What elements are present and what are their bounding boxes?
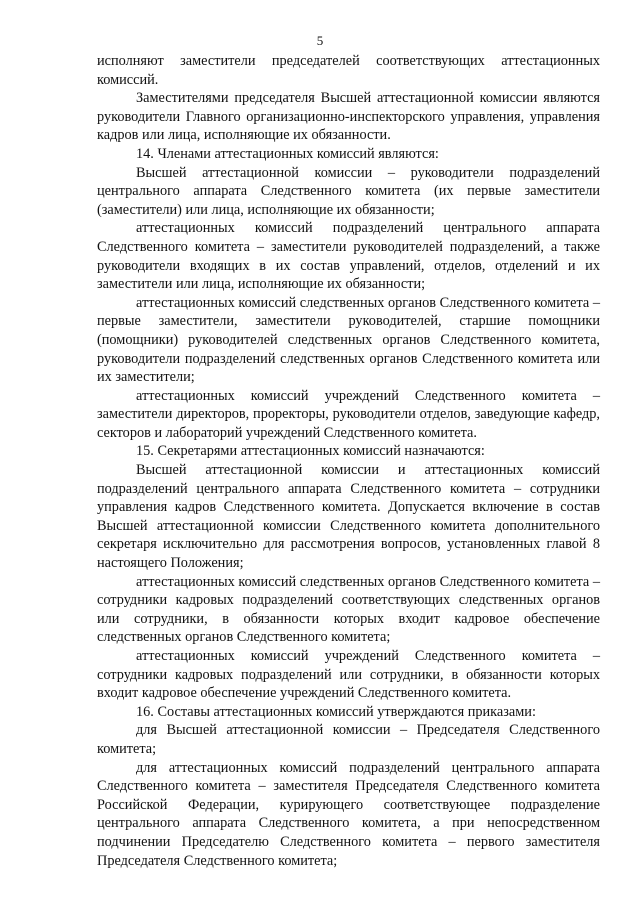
paragraph-16-central-apparatus: для аттестационных комиссий подразделений центрального аппарата Следственного комитета – заместителя Председателя Следственного комитета Российской Федерации, курирующего соответствующее подразделение центрального аппарата Следственного комитета, а при непосредственном подчинении Председателю Следственного комитета – первого заместителя Председателя Следственного комитета; (97, 759, 600, 869)
paragraph-deputy-chairs: Заместителями председателя Высшей аттестационной комиссии являются руководители Главного организационно-инспекторского управления, управления кадров или лица, исполняющие их обязанности. (97, 90, 600, 144)
paragraph-15-institutions: аттестационных комиссий учреждений Следственного комитета – сотрудники кадровых подразделений или сотрудники, в обязанности которых входит кадровое обеспечение учреждений Следственного комитета. (97, 648, 600, 702)
paragraph-15-heading: 15. Секретарями аттестационных комиссий назначаются: (136, 443, 485, 460)
paragraph-14-investigative-bodies: аттестационных комиссий следственных органов Следственного комитета – первые заместители, заместители руководителей, старшие помощники (помощники) руководителей следственных органов Следственного комитета, руководители подразделений следственных органов Следственного комитета или их заместители; (97, 294, 600, 386)
paragraph-continuation: исполняют заместители председателей соответствующих аттестационных комиссий. (97, 53, 600, 88)
paragraph-16-higher-commission: для Высшей аттестационной комиссии – Председателя Следственного комитета; (97, 722, 600, 757)
paragraph-14-central-apparatus: аттестационных комиссий подразделений центрального аппарата Следственного комитета – заместители руководителей подразделений, а также руководители входящих в их состав управлений, отделов, отделений и их заместители или лица, исполняющие их обязанности; (97, 220, 600, 293)
paragraph-14-higher-commission: Высшей аттестационной комиссии – руководители подразделений центрального аппарата Следственного комитета (их первые заместители (заместители) или лица, исполняющие их обязанности; (97, 164, 600, 218)
paragraph-16-heading: 16. Составы аттестационных комиссий утверждаются приказами: (136, 703, 536, 720)
page-number: 5 (316, 33, 324, 48)
paragraph-15-investigative-bodies: аттестационных комиссий следственных органов Следственного комитета – сотрудники кадровых подразделений соответствующих следственных органов или сотрудники, в обязанности которых входит кадровое обеспечение следственных органов Следственного комитета; (97, 573, 600, 646)
paragraph-14-institutions: аттестационных комиссий учреждений Следственного комитета – заместители директоров, проректоры, руководители отделов, заведующие кафедр, секторов и лабораторий учреждений Следственного комитета. (97, 387, 600, 441)
paragraph-14-heading: 14. Членами аттестационных комиссий являются: (136, 145, 439, 162)
document-body (97, 52, 600, 870)
paragraph-15-higher-commission: Высшей аттестационной комиссии и аттестационных комиссий подразделений центрального аппарата Следственного комитета – сотрудники управления кадров Следственного комитета. Допускается включение в состав Высшей аттестационной комиссии Следственного комитета дополнительного секретаря исключительно для рассмотрения вопросов, установленных главой 8 настоящего Положения; (97, 462, 600, 572)
